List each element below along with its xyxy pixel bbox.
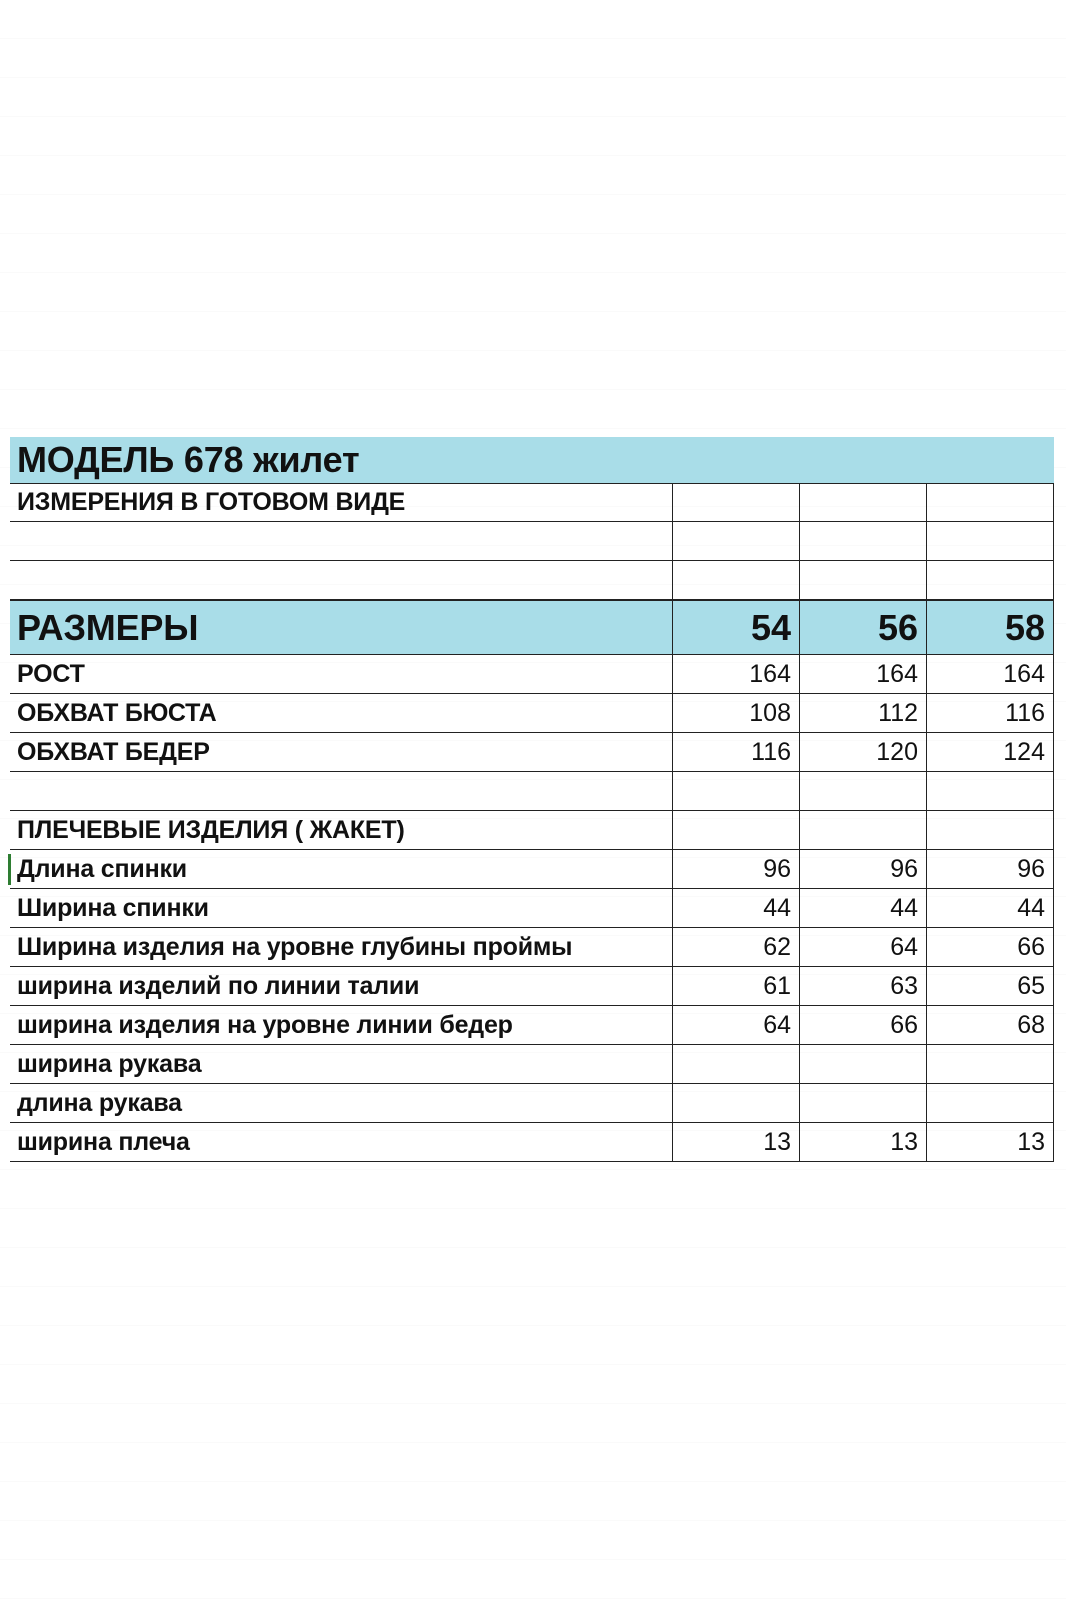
empty-cell[interactable] bbox=[926, 811, 1054, 849]
empty-cell[interactable] bbox=[799, 561, 926, 599]
size-value: 58 bbox=[1004, 606, 1045, 648]
subtitle-cell[interactable] bbox=[10, 484, 672, 521]
cell-value: 62 bbox=[763, 932, 791, 961]
cell-value: 66 bbox=[890, 1010, 918, 1039]
empty-cell[interactable] bbox=[10, 561, 672, 599]
section-row bbox=[10, 811, 1054, 850]
model-title: МОДЕЛЬ 678 жилет bbox=[17, 439, 360, 480]
size-chart-table bbox=[10, 437, 1054, 1162]
value-cell[interactable] bbox=[672, 733, 799, 771]
empty-row bbox=[10, 522, 1054, 561]
value-cell[interactable] bbox=[799, 1084, 926, 1122]
row-label-cell[interactable] bbox=[10, 1084, 672, 1122]
value-cell[interactable] bbox=[799, 655, 926, 693]
empty-cell[interactable] bbox=[672, 811, 799, 849]
row-label: ширина рукава bbox=[17, 1049, 202, 1078]
row-label: ОБХВАТ БЮСТА bbox=[17, 698, 217, 727]
table-row bbox=[10, 1045, 1054, 1084]
cell-value: 96 bbox=[1017, 854, 1045, 883]
table-row bbox=[10, 967, 1054, 1006]
row-label-cell[interactable] bbox=[10, 850, 672, 888]
section-label: ПЛЕЧЕВЫЕ ИЗДЕЛИЯ ( ЖАКЕТ) bbox=[17, 815, 405, 844]
row-label-cell[interactable] bbox=[10, 694, 672, 732]
value-cell[interactable] bbox=[926, 1084, 1054, 1122]
empty-cell[interactable] bbox=[926, 561, 1054, 599]
value-cell[interactable] bbox=[799, 928, 926, 966]
row-label: ширина изделий по линии талии bbox=[17, 971, 420, 1000]
size-value: 54 bbox=[750, 606, 791, 648]
row-label-cell[interactable] bbox=[10, 655, 672, 693]
value-cell[interactable] bbox=[672, 850, 799, 888]
value-cell[interactable] bbox=[672, 1006, 799, 1044]
empty-cell[interactable] bbox=[672, 772, 799, 810]
empty-cell[interactable] bbox=[10, 522, 672, 560]
sizes-label-cell[interactable] bbox=[10, 601, 672, 654]
cell-value: 63 bbox=[890, 971, 918, 1000]
cell-value: 44 bbox=[890, 893, 918, 922]
value-cell[interactable] bbox=[672, 1123, 799, 1161]
empty-cell[interactable] bbox=[799, 811, 926, 849]
empty-cell[interactable] bbox=[672, 484, 799, 521]
cell-value: 96 bbox=[890, 854, 918, 883]
cell-value: 13 bbox=[763, 1127, 791, 1156]
empty-cell[interactable] bbox=[799, 522, 926, 560]
row-label-cell[interactable] bbox=[10, 1006, 672, 1044]
empty-row bbox=[10, 772, 1054, 811]
table-row bbox=[10, 850, 1054, 889]
value-cell[interactable] bbox=[926, 1045, 1054, 1083]
table-row bbox=[10, 889, 1054, 928]
empty-cell[interactable] bbox=[10, 772, 672, 810]
value-cell[interactable] bbox=[799, 850, 926, 888]
value-cell[interactable] bbox=[926, 733, 1054, 771]
cell-value: 13 bbox=[1017, 1127, 1045, 1156]
cell-value: 96 bbox=[763, 854, 791, 883]
value-cell[interactable] bbox=[926, 655, 1054, 693]
table-row bbox=[10, 1123, 1054, 1162]
cell-value: 68 bbox=[1017, 1010, 1045, 1039]
table-row bbox=[10, 928, 1054, 967]
size-cell[interactable] bbox=[672, 601, 799, 654]
value-cell[interactable] bbox=[926, 850, 1054, 888]
table-row bbox=[10, 694, 1054, 733]
cell-value: 108 bbox=[749, 698, 791, 727]
row-label-cell[interactable] bbox=[10, 889, 672, 927]
value-cell[interactable] bbox=[672, 1084, 799, 1122]
cell-value: 66 bbox=[1017, 932, 1045, 961]
row-label: ширина плеча bbox=[17, 1127, 190, 1156]
size-cell[interactable] bbox=[926, 601, 1054, 654]
row-label-cell[interactable] bbox=[10, 1123, 672, 1161]
value-cell[interactable] bbox=[672, 1045, 799, 1083]
cell-value: 13 bbox=[890, 1127, 918, 1156]
cell-value: 65 bbox=[1017, 971, 1045, 1000]
row-label: Ширина изделия на уровне глубины проймы bbox=[17, 932, 573, 961]
value-cell[interactable] bbox=[926, 928, 1054, 966]
cell-value: 116 bbox=[751, 737, 791, 766]
row-label: Длина спинки bbox=[17, 854, 187, 883]
table-row bbox=[10, 1084, 1054, 1123]
value-cell[interactable] bbox=[799, 694, 926, 732]
row-label: ширина изделия на уровне линии бедер bbox=[17, 1010, 513, 1039]
cell-value: 44 bbox=[763, 893, 791, 922]
value-cell[interactable] bbox=[672, 655, 799, 693]
cell-value: 112 bbox=[878, 698, 918, 727]
value-cell[interactable] bbox=[799, 1045, 926, 1083]
value-cell[interactable] bbox=[799, 967, 926, 1005]
size-cell[interactable] bbox=[799, 601, 926, 654]
value-cell[interactable] bbox=[672, 694, 799, 732]
row-label: ОБХВАТ БЕДЕР bbox=[17, 737, 210, 766]
table-row bbox=[10, 655, 1054, 694]
value-cell[interactable] bbox=[926, 1123, 1054, 1161]
cell-value: 120 bbox=[876, 737, 918, 766]
cell-value: 124 bbox=[1003, 737, 1045, 766]
value-cell[interactable] bbox=[672, 889, 799, 927]
value-cell[interactable] bbox=[926, 889, 1054, 927]
value-cell[interactable] bbox=[799, 889, 926, 927]
empty-cell[interactable] bbox=[926, 522, 1054, 560]
empty-cell[interactable] bbox=[799, 772, 926, 810]
value-cell[interactable] bbox=[672, 928, 799, 966]
cell-value: 164 bbox=[876, 659, 918, 688]
row-label-cell[interactable] bbox=[10, 1045, 672, 1083]
title-cell[interactable] bbox=[10, 437, 672, 483]
empty-cell[interactable] bbox=[672, 561, 799, 599]
section-label-cell[interactable] bbox=[10, 811, 672, 849]
empty-cell[interactable] bbox=[672, 522, 799, 560]
empty-cell[interactable] bbox=[926, 772, 1054, 810]
cell-value: 44 bbox=[1017, 893, 1045, 922]
row-label: длина рукава bbox=[17, 1088, 182, 1117]
cell-value: 61 bbox=[763, 971, 791, 1000]
cell-value: 164 bbox=[749, 659, 791, 688]
value-cell[interactable] bbox=[672, 967, 799, 1005]
row-label-cell[interactable] bbox=[10, 733, 672, 771]
cell-value: 164 bbox=[1003, 659, 1045, 688]
row-label-cell[interactable] bbox=[10, 967, 672, 1005]
value-cell[interactable] bbox=[926, 1006, 1054, 1044]
table-row bbox=[10, 1006, 1054, 1045]
empty-row bbox=[10, 561, 1054, 600]
title-row bbox=[10, 437, 1054, 483]
measurements-subtitle: ИЗМЕРЕНИЯ В ГОТОВОМ ВИДЕ bbox=[17, 488, 406, 516]
sizes-label: РАЗМЕРЫ bbox=[17, 606, 199, 648]
value-cell[interactable] bbox=[799, 1006, 926, 1044]
cell-value: 64 bbox=[763, 1010, 791, 1039]
row-label: Ширина спинки bbox=[17, 893, 209, 922]
empty-cell[interactable] bbox=[926, 484, 1054, 521]
value-cell[interactable] bbox=[799, 733, 926, 771]
size-value: 56 bbox=[877, 606, 918, 648]
row-label: РОСТ bbox=[17, 659, 85, 688]
value-cell[interactable] bbox=[926, 967, 1054, 1005]
subtitle-row bbox=[10, 483, 1054, 522]
empty-cell[interactable] bbox=[799, 484, 926, 521]
value-cell[interactable] bbox=[799, 1123, 926, 1161]
table-row bbox=[10, 733, 1054, 772]
row-label-cell[interactable] bbox=[10, 928, 672, 966]
value-cell[interactable] bbox=[926, 694, 1054, 732]
cell-value: 64 bbox=[890, 932, 918, 961]
cell-value: 116 bbox=[1005, 698, 1045, 727]
sizes-header-row bbox=[10, 600, 1054, 655]
